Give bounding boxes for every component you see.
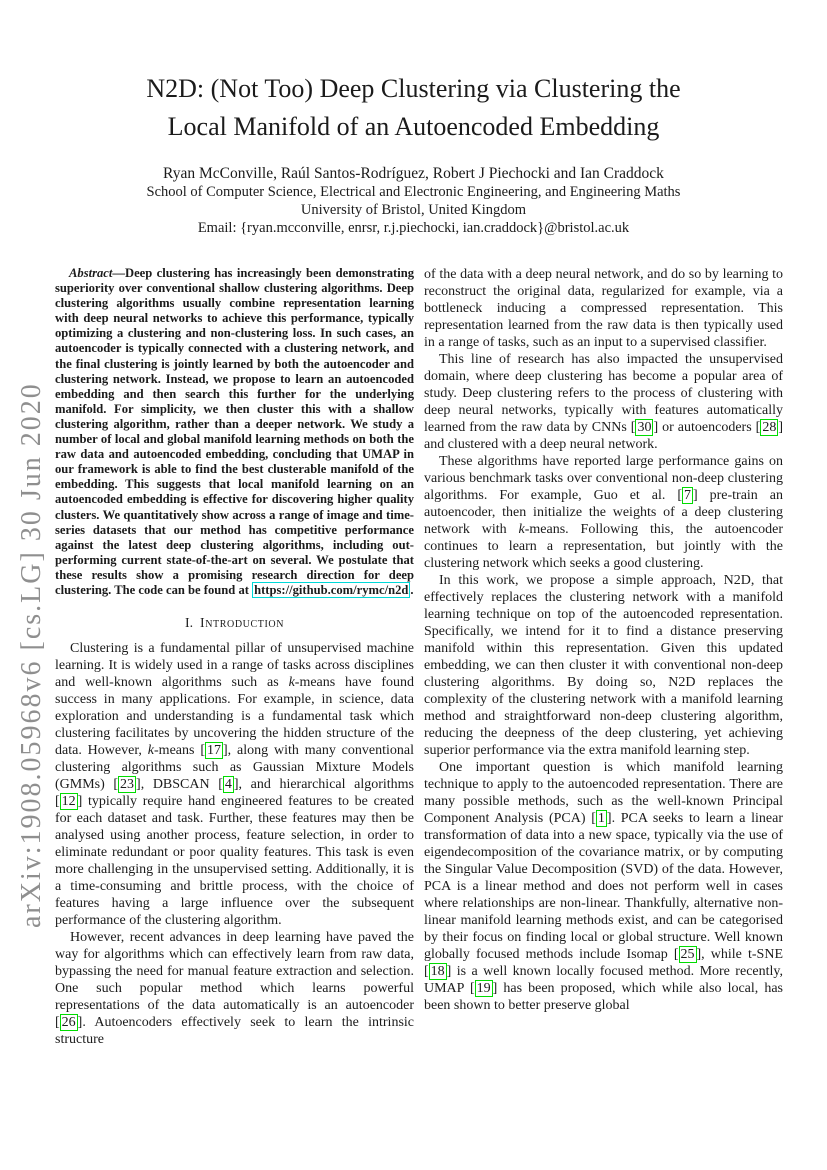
- italic-term: k: [518, 522, 525, 537]
- citation-link[interactable]: 7: [683, 488, 691, 503]
- right-column: [424, 266, 783, 1014]
- section-number: I.: [184, 615, 194, 631]
- paper-title: [59, 70, 768, 146]
- paragraph: This line of research has also impacted the unsupervised domain, where deep clustering has become a popular area of study. Deep clustering refers to the process of clustering with deep neural networks, typically with features automatically learned from the raw data by CNNs [ 30 ] or autoencoders [ 28 ] and clustered with a deep neural network.: [424, 352, 783, 452]
- citation-link[interactable]: 18: [430, 964, 445, 979]
- paragraph: However, recent advances in deep learning have paved the way for algorithms which can effectively learn from raw data, bypassing the need for manual feature extraction and selection. One such popular method which learns powerful representations of the data automatically is an autoencoder [ 26 ]. Autoencoders effectively seek to learn the intrinsic structure: [55, 930, 414, 1048]
- affiliation-line2: University of Bristol, United Kingdom: [300, 202, 527, 218]
- citation-link[interactable]: 28: [762, 420, 777, 435]
- citation-link[interactable]: 12: [61, 794, 76, 810]
- paragraph: Clustering is a fundamental pillar of unsupervised machine learning. It is widely used in a range of tasks across disciplines and well-known algorithms such as k-means have found success in many applications. For example, in science, data exploration and understanding is a fundamental task which clustering facilitates by uncovering the hidden structure of the data. However, k-means [ 17 ], along with many conventional clustering algorithms such as Gaussian Mixture Models (GMMs) [ 23 ], DBSCAN [ 4 ], and hierarchical algorithms [ 12 ] typically require hand engineered features to be created for each dataset and task. Further, these features may then be analysed using another process, feature selection, in order to eliminate redundant or poor quality features. This task is even more challenging in the unsupervised setting. Additionally, it is a time-consuming and brittle process, with the choice of features having a large influence over the subsequent performance of the clustering algorithm.: [55, 641, 414, 929]
- left-column-paragraphs: [55, 640, 414, 1048]
- citation-link[interactable]: 17: [206, 743, 221, 759]
- arxiv-watermark: arXiv:1908.05968v6 [cs.LG] 30 Jun 2020: [16, 382, 47, 928]
- italic-term: k: [288, 675, 295, 691]
- abstract-label: Abstract: [69, 266, 113, 280]
- email-line: Email: {ryan.mcconville, enrsr, r.j.piechocki, ian.craddock}@bristol.ac.uk: [197, 220, 630, 236]
- paragraph: These algorithms have reported large performance gains on various benchmark tasks over conventional non-deep clustering algorithms. For example, Guo et al. [ 7 ] pre-train an autoencoder, then initialize the weights of a deep clustering network with k-means. Following this, the autoencoder continues to learn a representation, but jointly with the clustering network which seeks a good clustering.: [424, 454, 784, 571]
- citation-link[interactable]: 23: [120, 777, 135, 793]
- abstract: [55, 266, 414, 598]
- author-block: [55, 164, 772, 237]
- section-title: Introduction: [200, 615, 285, 631]
- paper-title-line2: Local Manifold of an Autoencoded Embedding: [167, 112, 660, 141]
- section-heading-introduction: [55, 615, 414, 631]
- citation-link[interactable]: 1: [597, 811, 605, 826]
- right-column-paragraphs: [424, 266, 783, 1014]
- paragraph: In this work, we propose a simple approach, N2D, that effectively replaces the clustering network with a manifold learning technique on top of the autoencoded representation. Specifically, we intend for it to find a distance preserving manifold within this representation. Given this updated embedding, we can then cluster it with conventional non-deep clustering algorithms. By doing so, N2D replaces the complexity of the clustering network with a manifold learning method and straightforward non-deep clustering algorithm, reducing the deepness of the deep clustering, yet achieving superior performance via the extra manifold learning step.: [424, 573, 783, 758]
- paper-title-line1: N2D: (Not Too) Deep Clustering via Clustering the: [146, 74, 681, 103]
- affiliation-line1: School of Computer Science, Electrical and Electronic Engineering, and Engineering Maths: [146, 184, 681, 200]
- authors-line: Ryan McConville, Raúl Santos-Rodríguez, Robert J Piechocki and Ian Craddock: [163, 165, 664, 182]
- left-column: [55, 266, 414, 1048]
- citation-link[interactable]: 4: [224, 777, 232, 793]
- paragraph: One important question is which manifold learning technique to apply to the autoencoded representation. There are many possible methods, such as the well-known Principal Component Analysis (PCA) [ 1 ]. PCA seeks to learn a linear transformation of data into a new space, typically via the use of eigendecomposition of the covariance matrix, or by computing the Singular Value Decomposition (SVD) of the data. However, PCA is a linear method and does not perform well in cases where relationships are non-linear. Thankfully, alternative non-linear manifold learning methods exist, and can be categorised by their focus on finding local or global structure. Well known globally focused methods include Isomap [ 25 ], while t-SNE [ 18 ] is a well known locally focused method. More recently, UMAP [ 19 ] has been proposed, which while also local, has been shown to better preserve global: [424, 760, 783, 1013]
- citation-link[interactable]: 26: [61, 1015, 76, 1031]
- citation-link[interactable]: 19: [476, 981, 491, 996]
- paragraph: of the data with a deep neural network, and do so by learning to reconstruct the original data, regularized for example, via a bottleneck inducing a compressed representation. This representation learned from the raw data is then typically used in a range of tasks, such as an input to a supervised classifier.: [424, 267, 783, 350]
- code-repository-link[interactable]: https://github.com/rymc/n2d: [254, 582, 409, 597]
- citation-link[interactable]: 30: [637, 420, 652, 435]
- abstract-body: —Deep clustering has increasingly been demonstrating superiority over conventional shallow clustering algorithms. Deep clustering algorithms usually combine representation learning with deep neural networks to achieve this performance, typically optimizing a clustering and non-clustering loss. In such cases, an autoencoder is typically connected with a clustering network, and the final clustering is jointly learned by both the autoencoder and clustering network. Instead, we propose to learn an autoencoded embedding and then search this further for the underlying manifold. For simplicity, we then cluster this with a shallow clustering algorithm, rather than a deeper network. We study a number of local and global manifold learning methods on both the raw data and autoencoded embedding, concluding that UMAP in our framework is able to find the best clusterable manifold of the embedding. This suggests that local manifold learning on an autoencoded embedding is effective for discovering higher quality clusters. We quantitatively show across a range of image and time-series datasets that our method has competitive performance against the latest deep clustering algorithms, including out-performing current state-of-the-art on several. We postulate that these results show a promising research direction for deep clustering. The code can be found at https://github.com/rymc/n2d .: [55, 266, 414, 597]
- italic-term: k: [147, 743, 155, 759]
- citation-link[interactable]: 25: [680, 947, 695, 962]
